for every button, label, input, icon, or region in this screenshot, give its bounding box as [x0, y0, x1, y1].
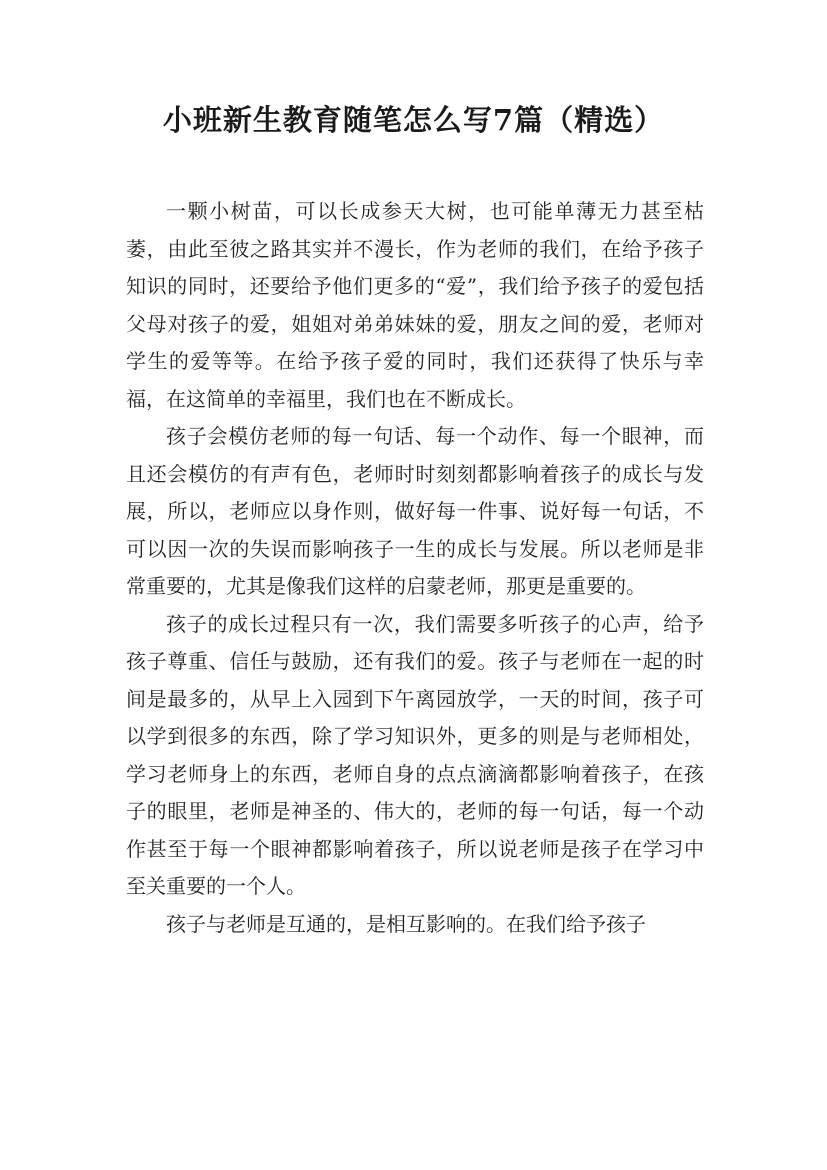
paragraph-1: 一颗小树苗，可以长成参天大树，也可能单薄无力甚至枯萎，由此至彼之路其实并不漫长，作为老师的我们，在给予孩子知识的同时，还要给予他们更多的“爱”，我们给予孩子的爱包括父母对孩子的爱，姐姐对弟弟妹妹的爱，朋友之间的爱，老师对学生的爱等等。在给予孩子爱的同时，我们还获得了快乐与幸福，在这简单的幸福里，我们也在不断成长。	[126, 199, 704, 411]
paragraph-3: 孩子的成长过程只有一次，我们需要多听孩子的心声，给予孩子尊重、信任与鼓励，还有我们的爱。孩子与老师在一起的时间是最多的，从早上入园到下午离园放学，一天的时间，孩子可以学到很多的东西，除了学习知识外，更多的则是与老师相处，学习老师身上的东西，老师自身的点点滴滴都影响着孩子，在孩子的眼里，老师是神圣的、伟大的，老师的每一句话，每一个动作甚至于每一个眼神都影响着孩子，所以说老师是孩子在学习中至关重要的一个人。	[126, 611, 704, 898]
document-title: 小班新生教育随笔怎么写7篇（精选）	[162, 103, 665, 137]
paragraph-4: 孩子与老师是互通的，是相互影响的。在我们给予孩子	[166, 911, 646, 936]
paragraph-2: 孩子会模仿老师的每一句话、每一个动作、每一个眼神，而且还会模仿的有声有色，老师时时刻刻都影响着孩子的成长与发展，所以，老师应以身作则，做好每一件事、说好每一句话，不可以因一次的失误而影响孩子一生的成长与发展。所以老师是非常重要的，尤其是像我们这样的启蒙老师，那更是重要的。	[126, 424, 704, 598]
document-body	[126, 193, 704, 943]
